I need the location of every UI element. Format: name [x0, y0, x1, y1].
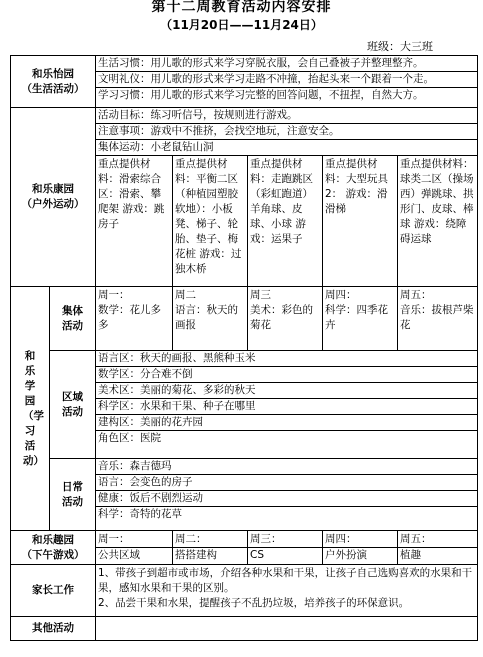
parents-text-1: 1、带孩子到超市或市场，介绍各种水果和干果，让孩子自己选购喜欢的水果和干果，感知水果和干果的区别。 [98, 567, 473, 594]
health-area-3: 重点提供材料：走跑跳区（彩虹跑道）羊角球、皮球、小球 游戏：运果子 [248, 156, 323, 287]
regional-role-line: 角色区：医院 [98, 432, 161, 444]
parents-content [96, 565, 478, 617]
life-section-label: 和乐怡园 （生活活动） [11, 56, 96, 108]
page-title: 第十二周教育活动内容安排 [151, 0, 332, 15]
life-content [96, 56, 478, 108]
regional-row [11, 351, 478, 459]
collective-day-1: 周一： 数学：花儿多多 [96, 287, 173, 351]
regional-language-line: 语言区：秋天的画报、黑熊种玉米 [96, 351, 477, 367]
health-area-2: 重点提供材料：平衡二区（种植园塑胶软地）：小板凳、梯子、轮胎、垫子、梅花桩 游戏：过独木桥 [173, 156, 248, 287]
parents-label: 家长工作 [11, 565, 96, 617]
game-row [11, 531, 478, 565]
health-section-label: 和乐康园 （户外运动） [11, 108, 96, 287]
regional-science-line: 科学区：水果和干果、种子在哪里 [96, 399, 477, 415]
daily-health-line: 健康：饭后不剧烈运动 [96, 491, 477, 507]
game-day-5: 周五： 植趣 [398, 531, 478, 565]
daily-science-line: 科学：奇特的花草 [98, 508, 182, 520]
learning-section-label: 和乐学园（学习活动） [11, 287, 50, 531]
health-area-1: 重点提供材料：滑索综合区：滑索、攀爬架 游戏：跳房子 [96, 156, 173, 287]
collective-day-3: 周三 美术：彩色的菊花 [248, 287, 323, 351]
parents-text-2: 2、品尝干果和水果，提醒孩子不乱扔垃圾，培养孩子的环保意识。 [98, 597, 410, 609]
daily-music-line: 音乐：森吉德玛 [96, 459, 477, 475]
life-row [11, 56, 478, 108]
game-day-1: 周一： 公共区域 [96, 531, 173, 565]
week-range: （11月20日——11月24日） [160, 18, 323, 32]
regional-art-line: 美术区：美丽的菊花、多彩的秋天 [96, 383, 477, 399]
life-habit-line: 生活习惯：用儿歌的形式来学习穿脱衣服，会自己叠被子并整理整齐。 [96, 56, 477, 72]
parents-row [11, 565, 478, 617]
game-day-3: 周三： CS [248, 531, 323, 565]
life-study-line: 学习习惯：用儿歌的形式来学习完整的回答问题，不扭捏，自然大方。 [98, 89, 424, 101]
health-area-5: 重点提供材料：球类二区（操场西）弹跳球、拱形门、皮球、棒球 游戏：绕障碍运球 [398, 156, 478, 287]
daily-row [11, 459, 478, 531]
schedule-table [10, 55, 478, 641]
health-goal-line: 活动目标：练习听信号，按规则进行游戏。 [96, 108, 477, 124]
health-caution-line: 注意事项：游戏中不推挤，会找空地玩，注意安全。 [96, 124, 477, 140]
regional-content [96, 351, 478, 459]
collective-row [11, 287, 478, 351]
health-goals [96, 108, 478, 156]
daily-label: 日常活动 [50, 459, 96, 531]
other-label: 其他活动 [11, 617, 96, 641]
daily-language-line: 语言：会变色的房子 [96, 475, 477, 491]
game-day-4: 周四： 户外扮演 [323, 531, 398, 565]
health-goals-row [11, 108, 478, 156]
other-content [96, 617, 478, 641]
class-label: 班级：大三班 [367, 40, 433, 53]
health-group-line: 集体运动：小老鼠钻山洞 [98, 141, 214, 153]
regional-build-line: 建构区：美丽的花卉园 [96, 415, 477, 431]
other-row [11, 617, 478, 641]
game-day-2: 周二： 搭搭建构 [173, 531, 248, 565]
life-etiquette-line: 文明礼仪：用儿歌的形式来学习走路不冲撞，抬起头来一个跟着一个走。 [96, 72, 477, 88]
collective-day-4: 周四： 科学：四季花卉 [323, 287, 398, 351]
game-section-label: 和乐趣园 （下午游戏） [11, 531, 96, 565]
collective-day-2: 周二 语言：秋天的画报 [173, 287, 248, 351]
health-area-4: 重点提供材料：大型玩具2： 游戏：滑滑梯 [323, 156, 398, 287]
regional-math-line: 数学区：分合难不倒 [96, 367, 477, 383]
collective-label: 集体活动 [50, 287, 96, 351]
collective-day-5: 周五： 音乐：拔根芦柴花 [398, 287, 478, 351]
daily-content [96, 459, 478, 531]
regional-label: 区域活动 [50, 351, 96, 459]
